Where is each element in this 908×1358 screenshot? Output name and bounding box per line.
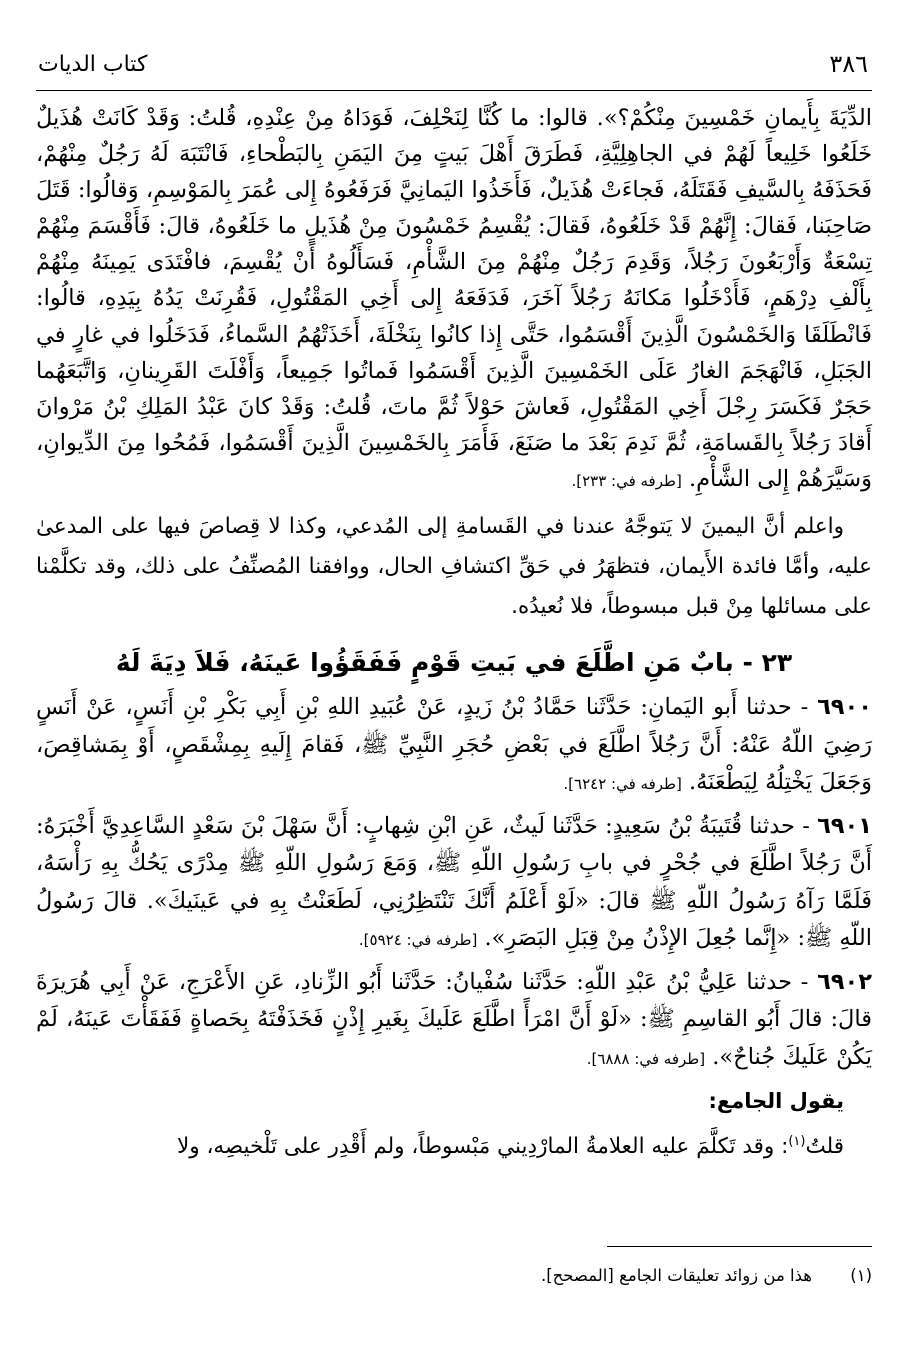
hadith-continuation <box>36 100 872 499</box>
hadith-number: ٦٩٠٠ <box>817 694 872 721</box>
page-body <box>36 100 872 1167</box>
hadith-number: ٦٩٠٢ <box>817 968 872 995</box>
page-number: ٣٨٦ <box>829 50 868 78</box>
footnote-number: (١) <box>850 1266 872 1285</box>
section-label: يقول الجامع: <box>708 1089 844 1114</box>
hadith-entry <box>36 808 872 960</box>
final-paragraph <box>36 1122 872 1167</box>
cross-reference: [طرفه في: ٦٨٨٨]. <box>586 1049 706 1068</box>
footnote <box>36 1266 872 1285</box>
cross-reference: [طرفه في: ٦٢٤٢]. <box>563 775 682 794</box>
hadith-text: الدِّيَةَ بِأَيمانِ خَمْسِينَ مِنْكُمْ؟». قالوا: ما كُنَّا لِنَحْلِفَ، فَوَدَاهُ مِنْ عِنْدِهِ، قُلتُ: وَقَدْ كَانَتْ هُذَيلٌ خَلَعُوا خَلِيعاً لَهُمْ في الجاهِلِيَّةِ، فَطَرَقَ أَهْلَ بَيتٍ مِنَ اليَمَنِ بِالبَطْحاءِ، فَانْتَبَهَ لَهُ رَجُلٌ مِنْهُمْ، فَحَذَفَهُ بِالسَّيفِ فَقَتَلَهُ، فَجاءَتْ هُذَيلٌ، فَأَخَذُوا اليَمانِيَّ فَرَفَعُوهُ إِلى عُمَرَ بِالمَوْسِمِ، وَقالُوا: قَتَلَ صَاحِبَنا، فَقالَ: إِنَّهُمْ قَدْ خَلَعُوهُ، فَقالَ: يُقْسِمُ خَمْسُونَ مِنْ هُذَيلٍ ما خَلَعُوهُ، قالَ: فَأَقْسَمَ مِنْهُمْ تِسْعَةٌ وَأَرْبَعُونَ رَجُلاً، وَقَدِمَ رَجُلٌ مِنْهُمْ مِنَ الشَّأْمِ، فَسَأَلُوهُ أَنْ يُقْسِمَ، فافْتَدَى يَمِينَهُ مِنْهُمْ بِأَلْفِ دِرْهَمٍ، فَأَدْخَلُوا مَكانَهُ رَجُلاً آخَرَ، فَدَفَعَهُ إِلى أَخِي المَقْتُولِ، فَقُرِنَتْ يَدُهُ بِيَدِهِ، قالُوا: فَانْطَلَقَا وَالخَمْسُونَ الَّذِينَ أَقْسَمُوا، حَتَّى إِذا كانُوا بِنَخْلَةَ، أَخَذَتْهُمُ السَّماءُ، فَدَخَلُوا في غارٍ في الجَبَلِ، فَانْهَجَمَ الغارُ عَلَى الخَمْسِينَ الَّذِينَ أَقْسَمُوا فَماتُوا جَمِيعاً، وَأَفْلَتَ القَرِينانِ، وَاتَّبَعَهُما حَجَرٌ فَكَسَرَ رِجْلَ أَخِي المَقْتُولِ، فَعاشَ حَوْلاً ثُمَّ ماتَ، قُلتُ: وَقَدْ كانَ عَبْدُ المَلِكِ بْنُ مَرْوانَ أَقادَ رَجُلاً بِالقَسامَةِ، ثُمَّ نَدِمَ بَعْدَ ما صَنَعَ، فَأَمَرَ بِالخَمْسِينَ الَّذِينَ أَقْسَمُوا، فَمُحُوا مِنَ الدِّيوانِ، وَسَيَّرَهُمْ إِلى الشَّأْمِ. <box>36 105 872 492</box>
hadith-entry <box>36 964 872 1079</box>
hadith-text: - حدثنا أَبو اليَمانِ: حَدَّثَنا حَمَّادُ بْنُ زَيدٍ، عَنْ عُبَيدِ اللهِ بْنِ أَبِي بَكْرِ بْنِ أَنَسٍ، عَنْ أَنَسٍ رَضِيَ اللّهُ عَنْهُ: أَنَّ رَجُلاً اطَّلَعَ في بَعْضِ حُجَرِ النَّبِيِّ ﷺ، فَقامَ إِلَيهِ بِمِشْقَصٍ، أَوْ بِمَشاقِصَ، وَجَعَلَ يَخْتِلُهُ لِيَطْعَنَهُ. <box>36 694 872 796</box>
chapter-heading: ٢٣ - بابٌ مَنِ اطَّلَعَ في بَيتِ قَوْمٍ فَفَقَؤُوا عَينَهُ، فَلاَ دِيَةَ لَهُ <box>115 648 793 678</box>
hadith-text: - حدثنا عَلِيُّ بْنُ عَبْدِ اللّهِ: حَدَّثَنا سُفْيانُ: حَدَّثَنا أَبُو الزِّنادِ، عَنِ الأَعْرَجِ، عَنْ أَبِي هُرَيرَةَ قالَ: قالَ أَبُو القاسِمِ ﷺ: «لَوْ أَنَّ امْرَأً اطَّلَعَ عَلَيكَ بِغَيرِ إِذْنٍ فَخَذَفْتَهُ بِحَصاةٍ فَفَقَأْتَ عَينَهُ، لَمْ يَكُنْ عَلَيكَ جُناحٌ». <box>36 968 872 1070</box>
paragraph-text: : وقد تَكلَّمَ عليه العلامةُ المارْدِيني مَبْسوطاً، ولم أَقْدِر على تَلْخيصِه، ولا <box>176 1134 789 1160</box>
hadith-text: - حدثنا قُتَيبَةُ بْنُ سَعِيدٍ: حَدَّثَنا لَيثٌ، عَنِ ابْنِ شِهابٍ: أَنَّ سَهْلَ بْنَ سَعْدٍ السَّاعِدِيَّ أَخْبَرَهُ: أَنَّ رَجُلاً اطَّلَعَ في جُحْرٍ في بابِ رَسُولِ اللّهِ ﷺ، وَمَعَ رَسُولِ اللّهِ ﷺ مِدْرًى يَحُكُّ بِهِ رَأْسَهُ، فَلَمَّا رَآهُ رَسُولُ اللّهِ ﷺ قالَ: «لَوْ أَعْلَمُ أَنَّكَ تَنْتَظِرُنِي، لَطَعَنْتُ بِهِ في عَينَيكَ». قالَ رَسُولُ اللّهِ ﷺ: «إِنَّما جُعِلَ الإِذْنُ مِنْ قِبَلِ البَصَرِ». <box>36 812 872 952</box>
footnote-divider <box>607 1246 872 1247</box>
hadith-number: ٦٩٠١ <box>817 812 872 839</box>
page-header <box>38 44 868 86</box>
cross-reference: [طرفه في: ٥٩٢٤]. <box>358 931 478 950</box>
commentary-paragraph: واعلم أنَّ اليمينَ لا يَتوجَّهُ عندنا في القَسامةِ إلى المُدعي، وكذا لا قِصاصَ فيها على المدعىٰ عليه، وأمَّا فائدة الأَيمان، فتظهَرُ في حَقِّ اكتشافِ الحال، ووافقنا المُصنِّفُ على ذلك، وقد تكلَّمْنا على مسائلها مِنْ قبل مبسوطاً، فلا نُعيدُه. <box>36 514 872 620</box>
hadith-entry <box>36 689 872 804</box>
footnote-text: هذا من زوائد تعليقات الجامع [المصحح]. <box>540 1266 812 1285</box>
paragraph-lead: قلتُ <box>805 1134 844 1160</box>
running-title: كتاب الديات <box>38 52 148 77</box>
header-divider <box>36 90 872 91</box>
footnote-marker: (١) <box>788 1134 806 1150</box>
cross-reference: [طرفه في: ٢٣٣]. <box>571 471 682 490</box>
